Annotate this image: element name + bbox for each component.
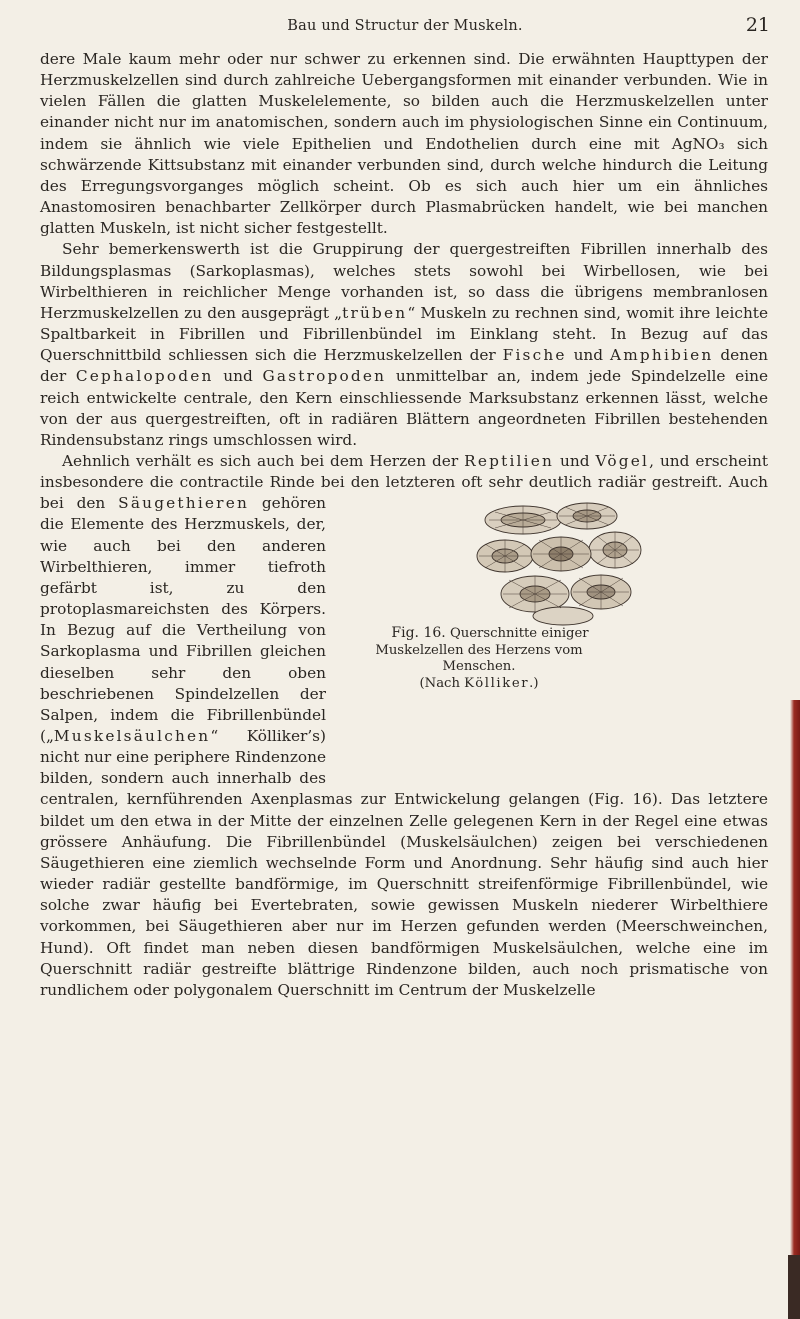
- paragraph-3: [40, 451, 768, 1001]
- page-header: [40, 16, 770, 40]
- text-run: , und erscheint insbesondere die contractile Rinde bei den letzteren oft sehr deutlich radiär gestreift. Auch bei den: [40, 451, 768, 513]
- running-title: Bau und Structur der Muskeln.: [287, 18, 523, 34]
- figure-label: Fig. 16.: [391, 625, 446, 642]
- text-run: gehören die Elemente des Herzmuskels, der, wie auch bei den anderen Wirbelthieren, immer tiefroth gefärbt ist, zu den protoplasmareichsten des Körpers. In Bezug auf die Vertheilung von Sarkoplasma und Fibrillen gleichen dieselben sehr den oben beschriebenen Spindelzellen der Salpen, indem die Fibrillenbündel („: [40, 494, 326, 745]
- text-run: Aehnlich verhält es sich auch bei dem Herzen der: [62, 451, 465, 470]
- emphasis-trueben: trüben: [342, 303, 408, 322]
- caption-source-suffix: .): [529, 675, 539, 691]
- text-run: “ Muskeln zu rechnen sind, womit ihre leichte Spaltbarkeit in Fibrillen und Fibrillenbündel im Einklang steht. In Bezug auf das Querschnittbild schliessen sich die Herzmuskelzellen der: [40, 303, 768, 365]
- muscle-cell-cross-section-illustration: [475, 498, 645, 628]
- text-run: denen der: [40, 346, 768, 386]
- caption-source-author: Kölliker: [464, 675, 530, 691]
- paragraph-1: dere Male kaum mehr oder nur schwer zu erkennen sind. Die erwähnten Haupttypen der Herzmuskelzellen sind durch zahlreiche Uebergangsformen mit einander verbunden. Wie in vielen Fällen die glatten Muskelelemente, so bilden auch die Herzmuskelzellen unter einander nicht nur im anatomischen, sondern auch im physiologischen Sinne ein Continuum, indem sie ähnlich wie viele Epithelien und Endothelien durch eine mit AgNO₃ sich schwärzende Kittsubstanz mit einander verbunden sind, durch welche hindurch die Leitung des Erregungsvorganges möglich scheint. Ob es sich auch hier um ein ähnliches Anastomosiren benachbarter Zellkörper durch Plasmabrücken handelt, wie bei manchen glatten Muskeln, ist nicht sicher festgestellt.: [40, 50, 768, 238]
- book-spine-edge: [790, 700, 800, 1319]
- text-run: unmittelbar an, indem jede Spindelzelle eine reich entwickelte centrale, den Kern einschliessende Marksubstanz erkennen lässt, welche von der aus quergestreiften, oft in radiären Blättern angeordneten Fibrillen bestehenden Rindensubstanz rings umschlossen wird.: [40, 367, 768, 449]
- caption-text: Querschnitte einiger Muskelzellen des Herzens vom Menschen.: [375, 626, 589, 675]
- text-run: Sehr bemerkenswerth ist die Gruppirung der quergestreiften Fibrillen innerhalb des Bildungsplasmas (Sarkoplasmas), welches stets sowohl bei Wirbellosen, wie bei Wirbelthieren in reichlicher Menge vorhanden ist, so dass die übrigens membranlosen Herzmuskelzellen zu den ausgeprägt „: [40, 240, 768, 322]
- caption-source-prefix: (Nach: [419, 675, 465, 691]
- text-run: und: [566, 346, 610, 365]
- emphasis-fische: Fische: [502, 346, 567, 365]
- emphasis-gastropoden: Gastropoden: [262, 367, 387, 386]
- emphasis-voegel: Vögel: [595, 451, 650, 470]
- emphasis-amphibien: Amphibien: [609, 346, 714, 365]
- text-run: “ Kölliker’s) nicht nur eine periphere Rindenzone bilden, sondern auch innerhalb des centralen, kernführenden Axenplasmas zur Entwickelung gelangen (Fig. 16). Das letztere bildet um den etwa in der Mitte der einzelnen Zelle gelegenen Kern in der Regel eine etwas grössere Anhäufung. Die Fibrillenbündel (Muskelsäulchen) zeigen bei verschiedenen Säugethieren eine ziemlich wechselnde Form und Anordnung. Sehr häufig sind auch hier wieder radiär gestellte bandförmige, im Querschnitt streifenförmige Fibrillenbündel, wie solche zwar häufig bei Evertebraten, sowie gewissen Muskeln niederer Wirbelthiere vorkommen, bei Säugethieren aber nur im Herzen gefunden werden (Meerschweinchen, Hund). Oft findet man neben diesen bandförmigen Muskelsäulchen, welche eine im Querschnitt radiär gestreifte blättrige Rindenzone bilden, auch noch prismatische von rundlichem oder polygonalem Querschnitt im Centrum der Muskelzelle: [40, 727, 768, 999]
- figure-caption: [340, 625, 618, 692]
- emphasis-saeugethieren: Säugethieren: [118, 494, 249, 513]
- text-run: und: [213, 367, 263, 386]
- emphasis-cephalopoden: Cephalopoden: [75, 367, 214, 386]
- figure-16: [340, 496, 768, 784]
- book-spine-shadow: [788, 1255, 800, 1319]
- emphasis-muskelsaeulchen: Muskelsäulchen: [53, 727, 211, 745]
- text-run: und: [554, 451, 596, 470]
- paragraph-2: [40, 239, 768, 451]
- body-text: [40, 49, 768, 1001]
- emphasis-reptilien: Reptilien: [464, 451, 555, 470]
- page-number: 21: [745, 14, 770, 36]
